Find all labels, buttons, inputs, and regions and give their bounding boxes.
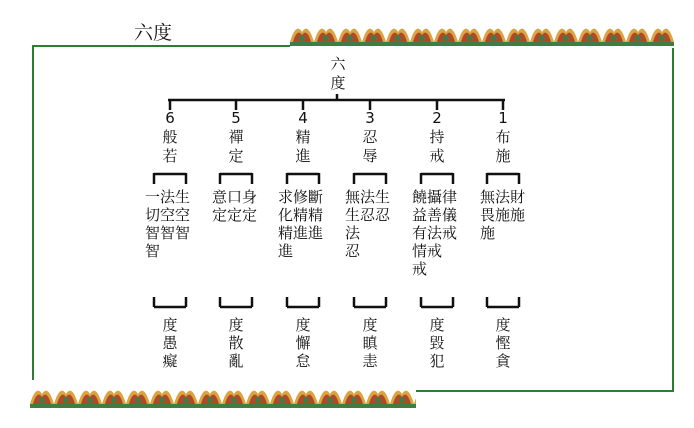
column-detail-line: 智智智 — [145, 224, 191, 242]
column-name-char: 精 — [295, 128, 311, 146]
column-detail-line: 定定定 — [212, 206, 258, 224]
column-detail-line: 忍 — [345, 242, 361, 260]
counter-char: 犯 — [429, 352, 445, 370]
column-name-char: 禪 — [228, 128, 244, 146]
column-detail-line: 益善儀 — [412, 206, 458, 224]
counter-char: 度 — [162, 316, 178, 334]
root-node-line-1: 六 — [330, 55, 346, 73]
counter-char: 度 — [495, 316, 511, 334]
counter-char: 亂 — [228, 352, 244, 370]
column-detail-line: 意口身 — [212, 188, 258, 206]
column-detail-line: 一法生 — [145, 188, 191, 206]
column-name-char: 戒 — [429, 147, 445, 165]
column-detail-line: 情戒 — [412, 242, 443, 260]
column-number: 5 — [231, 109, 241, 127]
counter-char: 度 — [429, 316, 445, 334]
column-number: 1 — [498, 109, 508, 127]
counter-char: 度 — [295, 316, 311, 334]
column-detail-line: 智 — [145, 242, 161, 260]
column-detail-line: 求修斷 — [278, 188, 324, 206]
column-name-char: 辱 — [362, 147, 378, 165]
counter-char: 怠 — [295, 352, 311, 370]
column-number: 2 — [432, 109, 442, 127]
column-detail-line: 切空空 — [145, 206, 191, 224]
root-node-line-2: 度 — [330, 74, 346, 92]
column-detail-line: 戒 — [412, 260, 428, 278]
counter-char: 度 — [228, 316, 244, 334]
counter-char: 度 — [362, 316, 378, 334]
column-name-char: 進 — [295, 147, 311, 165]
column-detail-line: 有法戒 — [412, 224, 458, 242]
column-detail-line: 法 — [345, 224, 361, 242]
column-number: 3 — [365, 109, 375, 127]
column-name-char: 施 — [495, 147, 511, 165]
column-detail-line: 無法生 — [345, 188, 391, 206]
column-detail-line: 精進進 — [278, 224, 324, 242]
column-number: 6 — [165, 109, 175, 127]
column-detail-line: 化精精 — [278, 206, 324, 224]
counter-char: 癡 — [162, 352, 178, 370]
column-name-char: 持 — [429, 128, 445, 146]
column-detail-line: 饒攝律 — [412, 188, 458, 206]
column-detail-line: 畏施施 — [480, 206, 526, 224]
column-detail-line: 生忍忍 — [345, 206, 391, 224]
column-name-char: 若 — [162, 147, 178, 165]
counter-char: 散 — [228, 334, 244, 352]
counter-char: 瞋 — [362, 334, 378, 352]
counter-char: 恚 — [362, 352, 378, 370]
counter-char: 貪 — [495, 352, 511, 370]
counter-char: 愚 — [162, 334, 178, 352]
column-detail-line: 施 — [480, 224, 496, 242]
counter-char: 慳 — [495, 334, 511, 352]
column-number: 4 — [298, 109, 308, 127]
column-name-char: 定 — [228, 147, 244, 165]
counter-char: 懈 — [295, 334, 311, 352]
column-name-char: 般 — [162, 128, 178, 146]
counter-char: 毀 — [429, 334, 445, 352]
column-name-char: 布 — [495, 128, 511, 146]
column-detail-line: 進 — [278, 242, 294, 260]
page-title: 六度 — [134, 22, 173, 44]
column-detail-line: 無法財 — [480, 188, 526, 206]
column-name-char: 忍 — [362, 128, 378, 146]
